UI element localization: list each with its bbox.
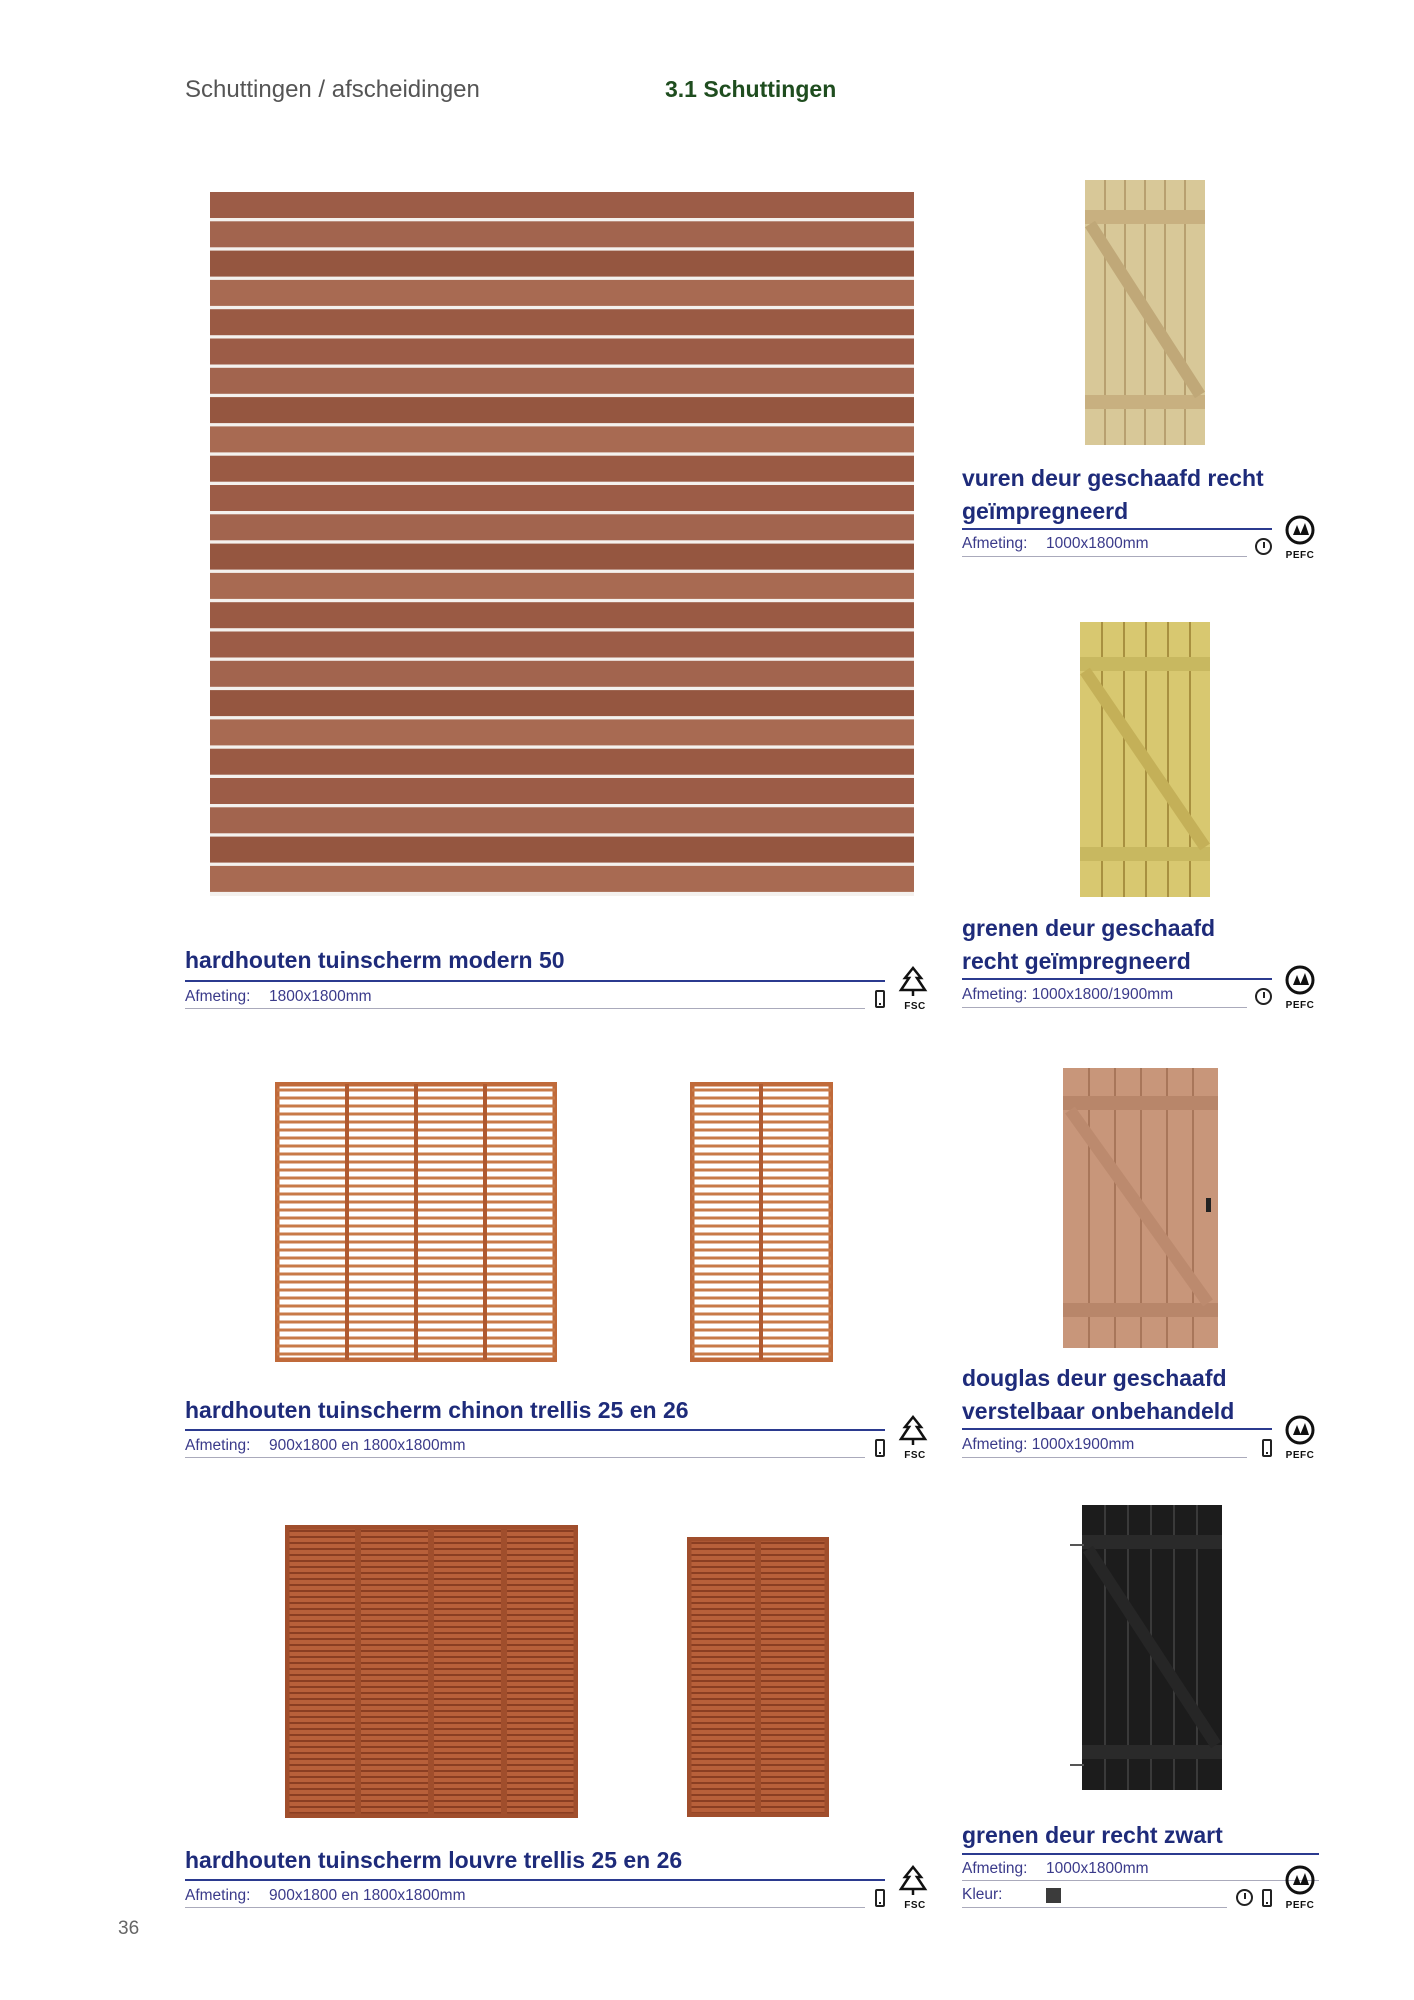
product-title-vuren-1: vuren deur geschaafd recht — [962, 465, 1264, 491]
door-illustration — [1075, 622, 1215, 897]
phone-icon — [875, 1439, 885, 1457]
product-meta-modern50 — [185, 988, 372, 1006]
clock-icon — [1236, 1889, 1253, 1906]
chapter-title: 3.1 Schuttingen — [665, 76, 837, 102]
tree-check-icon — [895, 1411, 935, 1445]
door-illustration — [1070, 1505, 1230, 1790]
product-meta-zwart — [962, 1860, 1149, 1878]
phone-icon — [1262, 1439, 1272, 1457]
meta-rule — [962, 1007, 1247, 1008]
meta-label: Afmeting: — [185, 988, 251, 1005]
meta-label: Afmeting: — [185, 1887, 251, 1904]
slat — [210, 426, 914, 452]
product-title-douglas-1: douglas deur geschaafd — [962, 1365, 1227, 1391]
section-title: Schuttingen / afscheidingen — [185, 76, 480, 103]
product-image-chinon-large — [275, 1082, 557, 1362]
slat — [210, 397, 914, 423]
product-color-zwart — [962, 1886, 1046, 1904]
product-title-zwart: grenen deur recht zwart — [962, 1822, 1223, 1848]
slat — [210, 309, 914, 335]
meta-rule — [962, 1907, 1227, 1908]
meta-rule — [185, 1907, 865, 1908]
meta-value: 1000x1800mm — [1046, 1860, 1149, 1877]
phone-icon — [875, 990, 885, 1008]
clock-icon — [1255, 538, 1272, 555]
meta-label: Afmeting: — [185, 1437, 251, 1454]
clock-icon — [1255, 988, 1272, 1005]
trellis-illustration — [275, 1082, 557, 1362]
product-image-louvre-large — [285, 1525, 578, 1818]
pefc-logo — [1280, 515, 1320, 559]
trellis-illustration — [690, 1082, 833, 1362]
cert-label: FSC — [904, 1450, 926, 1461]
slat — [210, 719, 914, 745]
slat — [210, 221, 914, 247]
meta-rule — [962, 1457, 1247, 1458]
product-image-zwart — [1070, 1505, 1230, 1790]
slat — [210, 368, 914, 394]
pefc-tree-icon — [1280, 515, 1320, 545]
meta-rule — [185, 1457, 865, 1458]
product-image-chinon-small — [690, 1082, 833, 1362]
product-meta-louvre — [185, 1887, 465, 1905]
phone-icon — [875, 1889, 885, 1907]
product-title-vuren-2: geïmpregneerd — [962, 498, 1129, 524]
slat — [210, 602, 914, 628]
door-illustration — [1058, 1068, 1223, 1348]
meta-value: 900x1800 en 1800x1800mm — [269, 1437, 466, 1454]
slat — [210, 749, 914, 775]
slat — [210, 690, 914, 716]
title-rule — [185, 1429, 885, 1431]
pefc-tree-icon — [1280, 1415, 1320, 1445]
slat — [210, 456, 914, 482]
slat — [210, 544, 914, 570]
slat — [210, 280, 914, 306]
product-title-louvre: hardhouten tuinscherm louvre trellis 25 en 26 — [185, 1847, 683, 1873]
pefc-logo — [1280, 965, 1320, 1009]
fsc-logo — [895, 1861, 935, 1909]
pefc-logo — [1280, 1415, 1320, 1459]
product-image-modern50 — [210, 192, 914, 896]
slat — [210, 866, 914, 892]
cert-label: PEFC — [1285, 550, 1315, 561]
product-image-grenen — [1075, 622, 1215, 897]
meta-label: Afmeting: — [962, 1860, 1028, 1877]
meta-value: 900x1800 en 1800x1800mm — [269, 1887, 466, 1904]
meta-rule — [962, 556, 1247, 557]
meta-rule — [962, 1880, 1319, 1881]
title-rule — [962, 1428, 1272, 1430]
meta-rule — [185, 1008, 865, 1009]
meta-value: 1000x1800mm — [1046, 535, 1149, 552]
product-meta-grenen: Afmeting: 1000x1800/1900mm — [962, 986, 1174, 1003]
pefc-tree-icon — [1280, 965, 1320, 995]
slat — [210, 251, 914, 277]
product-image-louvre-small — [687, 1537, 829, 1817]
meta-label: Afmeting: — [962, 535, 1028, 552]
product-meta-vuren — [962, 535, 1149, 553]
product-image-douglas — [1058, 1068, 1223, 1348]
slat — [210, 837, 914, 863]
cert-label: FSC — [904, 1900, 926, 1911]
slat — [210, 573, 914, 599]
product-meta-chinon — [185, 1437, 465, 1455]
title-rule — [185, 980, 885, 982]
tree-check-icon — [895, 962, 935, 996]
product-image-vuren — [1080, 180, 1210, 445]
title-rule — [962, 528, 1272, 530]
phone-icon — [1262, 1889, 1272, 1907]
fsc-logo — [895, 962, 935, 1010]
slat — [210, 661, 914, 687]
title-rule — [962, 978, 1272, 980]
product-title-chinon: hardhouten tuinscherm chinon trellis 25 en 26 — [185, 1397, 689, 1423]
title-rule — [185, 1879, 885, 1881]
slat — [210, 339, 914, 365]
color-swatch — [1046, 1888, 1061, 1903]
cert-label: PEFC — [1285, 1000, 1315, 1011]
product-title-douglas-2: verstelbaar onbehandeld — [962, 1398, 1235, 1424]
louvre-illustration — [285, 1525, 578, 1818]
slat — [210, 807, 914, 833]
cert-label: PEFC — [1285, 1900, 1315, 1911]
title-rule — [962, 1853, 1319, 1855]
cert-label: FSC — [904, 1001, 926, 1012]
fsc-logo — [895, 1411, 935, 1459]
meta-value: 1800x1800mm — [269, 988, 372, 1005]
product-title-grenen-2: recht geïmpregneerd — [962, 948, 1191, 974]
tree-check-icon — [895, 1861, 935, 1895]
slat — [210, 778, 914, 804]
color-label: Kleur: — [962, 1886, 1003, 1903]
cert-label: PEFC — [1285, 1450, 1315, 1461]
slat — [210, 632, 914, 658]
product-meta-douglas: Afmeting: 1000x1900mm — [962, 1436, 1135, 1453]
pefc-logo — [1280, 1865, 1320, 1909]
door-illustration — [1080, 180, 1210, 445]
slat — [210, 514, 914, 540]
louvre-illustration — [687, 1537, 829, 1817]
slat — [210, 485, 914, 511]
pefc-tree-icon — [1280, 1865, 1320, 1895]
slat-screen-illustration — [210, 192, 914, 896]
slat — [210, 192, 914, 218]
page-number: 36 — [118, 1918, 140, 1939]
product-title-grenen-1: grenen deur geschaafd — [962, 915, 1216, 941]
product-title-modern50: hardhouten tuinscherm modern 50 — [185, 947, 565, 973]
